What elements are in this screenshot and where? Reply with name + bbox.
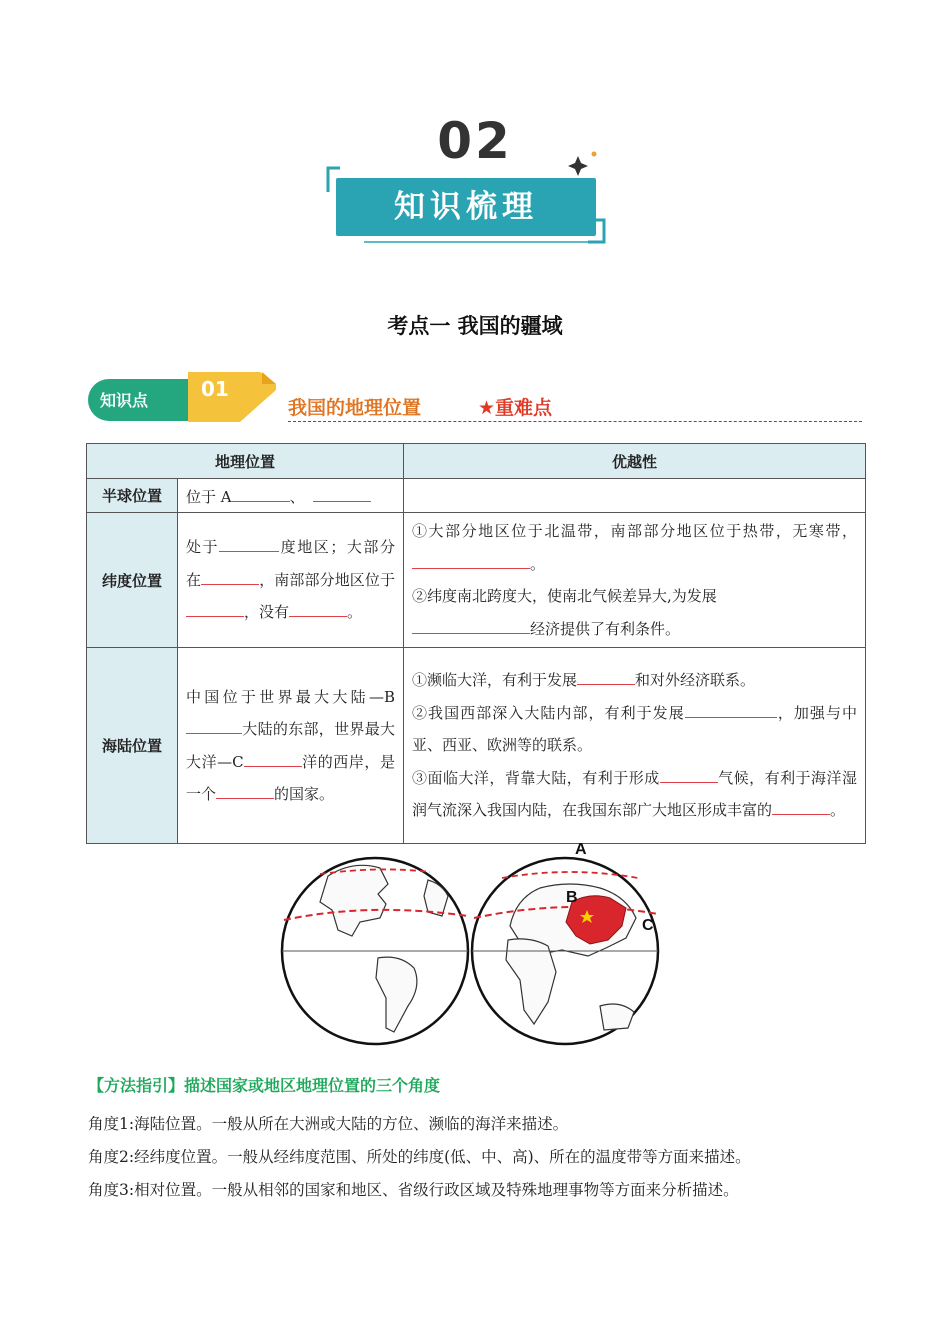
- difficulty-tag: ★重难点: [478, 397, 553, 419]
- knowledge-point-number: 01: [201, 377, 229, 401]
- fill-blank[interactable]: [313, 483, 371, 502]
- western-hemisphere-globe: [282, 858, 468, 1044]
- cell-text: ，没有: [244, 603, 290, 622]
- table-cell: [178, 648, 404, 844]
- cell-text: 、: [289, 488, 305, 506]
- section-number: 02: [437, 112, 513, 170]
- table-cell: [178, 513, 404, 648]
- cell-text: 和对外经济联系。: [635, 671, 756, 690]
- cell-text: ②我国西部深入大陆内部，有利于发展: [412, 703, 685, 722]
- cell-text: 。: [830, 801, 846, 820]
- map-label-c: C: [642, 917, 654, 934]
- fill-blank[interactable]: [412, 615, 530, 634]
- cell-text: ③面临大洋，背靠大陆，有利于形成: [412, 768, 660, 787]
- cell-text: ①大部分地区位于北温带，南部部分地区位于热带，无寒带，: [412, 522, 858, 540]
- row-heading: 纬度位置: [87, 513, 178, 648]
- fill-blank[interactable]: [577, 666, 635, 685]
- fill-blank[interactable]: [186, 715, 242, 734]
- table-header-row: [87, 444, 866, 479]
- fill-blank[interactable]: [660, 764, 718, 783]
- fill-blank[interactable]: [186, 598, 244, 617]
- cell-text: 。: [347, 603, 363, 622]
- knowledge-point-topic: 我国的地理位置: [288, 397, 422, 419]
- method-line: 角度3:相对位置。一般从相邻的国家和地区、省级行政区域及特殊地理事物等方面来分析描述。: [88, 1181, 739, 1199]
- cell-text: 。: [530, 554, 546, 573]
- knowledge-point-label: 知识点: [100, 391, 149, 410]
- eastern-hemisphere-globe: [472, 858, 658, 1044]
- fill-blank[interactable]: [244, 748, 302, 767]
- map-label-b: B: [566, 889, 578, 906]
- fill-blank[interactable]: [772, 796, 830, 815]
- table-header: 地理位置: [87, 444, 404, 479]
- cell-text: ①濒临大洋，有利于发展: [412, 671, 578, 690]
- cell-text: 经济提供了有利条件。: [530, 619, 681, 638]
- cell-text: ，加强与中亚、西亚、欧洲等的联系。: [412, 703, 858, 755]
- section-title: 考点一 我国的疆域: [387, 314, 563, 338]
- fill-blank[interactable]: [289, 598, 347, 617]
- cell-text: 度地区；大部分在: [186, 538, 395, 589]
- method-line: 角度1:海陆位置。一般从所在大洲或大陆的方位、濒临的海洋来描述。: [88, 1115, 569, 1133]
- row-heading: 半球位置: [87, 479, 178, 513]
- sparkle-icon: [568, 156, 588, 176]
- banner-title: 知识梳理: [394, 189, 538, 225]
- cell-text: ②纬度南北跨度大，使南北气候差异大,为发展: [412, 587, 717, 605]
- fill-blank[interactable]: [232, 483, 290, 502]
- method-guide-title: 【方法指引】描述国家或地区地理位置的三个角度: [88, 1076, 441, 1095]
- dashed-divider: [288, 421, 862, 422]
- cell-text: 中国位于世界最大大陆—B: [186, 687, 396, 706]
- cell-text: 处于: [186, 538, 220, 557]
- cell-text: 位于 A: [186, 488, 232, 506]
- fill-blank[interactable]: [201, 566, 259, 585]
- cell-text: 气候，有利于海洋湿润气流深入我国内陆，在我国东部广大地区形成丰富的: [412, 768, 857, 820]
- map-label-a: A: [575, 841, 587, 858]
- method-line: 角度2:经纬度位置。一般从经纬度范围、所处的纬度(低、中、高)、所在的温度带等方面来描述。: [88, 1148, 751, 1166]
- fill-blank[interactable]: [412, 550, 530, 569]
- table-cell: [178, 479, 404, 513]
- table-header: 优越性: [404, 444, 866, 479]
- row-heading: 海陆位置: [87, 648, 178, 844]
- fill-blank[interactable]: [219, 533, 279, 552]
- table-cell: [404, 479, 866, 513]
- tag-yellow-shape: [180, 366, 280, 426]
- cell-text: 的国家。: [274, 785, 335, 803]
- table-cell: [404, 648, 866, 844]
- cell-text: 大陆的东部，世界最大大洋—C: [186, 720, 396, 771]
- cell-text: 洋的西岸，是一个: [186, 752, 395, 803]
- table-row: [87, 648, 866, 844]
- cell-text: ，南部部分地区位于: [259, 570, 395, 589]
- fill-blank[interactable]: [685, 699, 777, 718]
- geo-position-table: [86, 443, 866, 844]
- fill-blank[interactable]: [216, 780, 274, 799]
- table-row: [87, 513, 866, 648]
- table-cell: [404, 513, 866, 648]
- hemisphere-map: [270, 840, 690, 1060]
- table-row: [87, 479, 866, 513]
